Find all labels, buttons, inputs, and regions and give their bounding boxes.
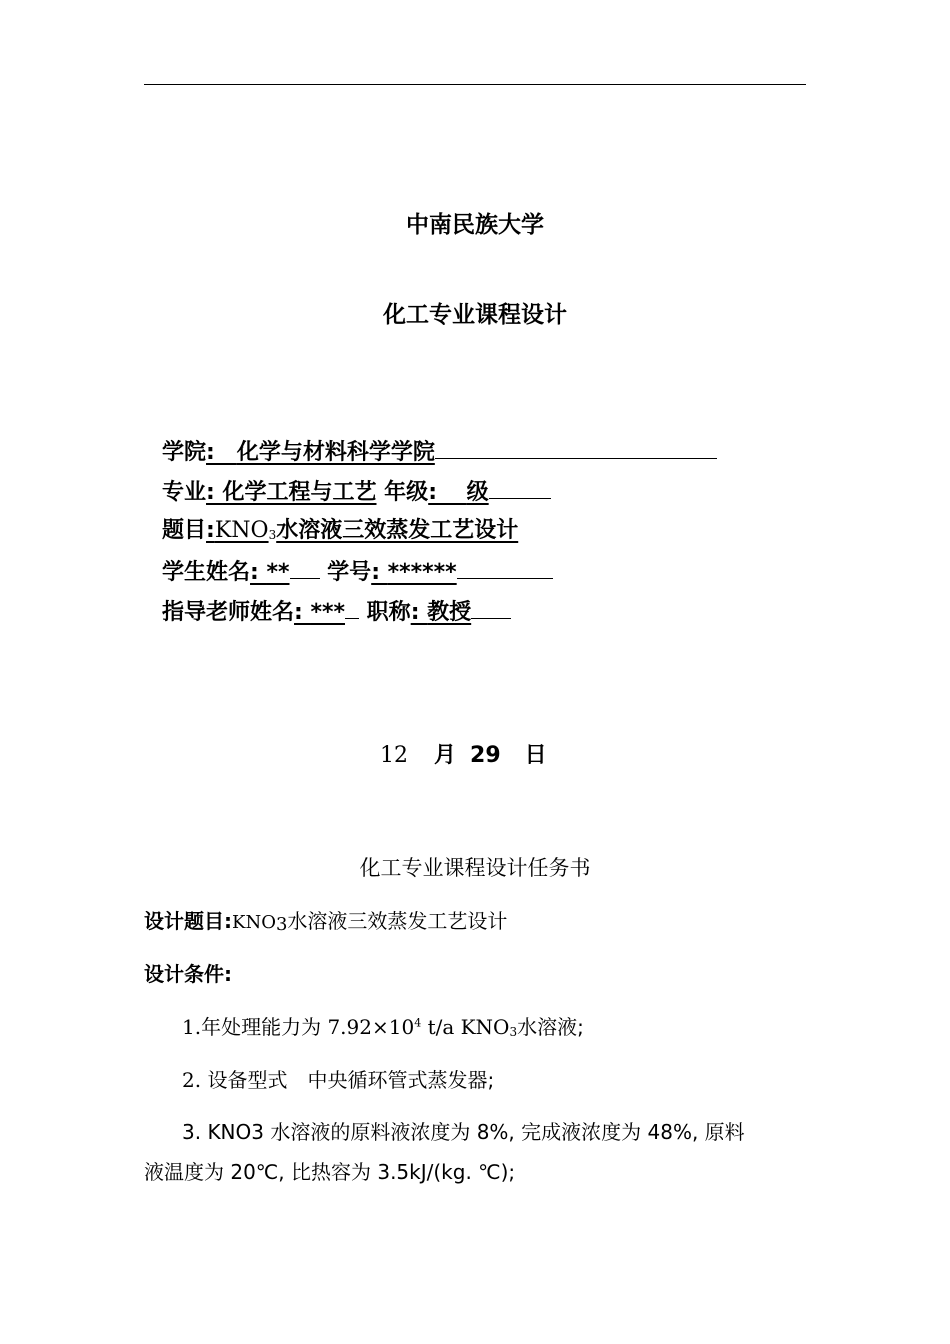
college-value: 化学与材料科学学院	[236, 440, 435, 465]
condition-item-1: 1.年处理能力为 $7.92\times 10^4$ t/a $KNO_3$水溶液;	[182, 1015, 584, 1039]
topic-formula: KNO	[214, 518, 269, 543]
advisor-value: ***	[310, 600, 345, 625]
date-month-number: 12	[380, 743, 408, 768]
id-label: 学号	[327, 560, 372, 585]
topic-label: 题目	[162, 518, 207, 543]
student-row: 学生姓名: ** 学号: ******	[162, 556, 553, 588]
grade-underline	[489, 476, 551, 499]
date-day: 日	[524, 743, 547, 768]
college-underline	[435, 436, 717, 459]
condition-item-3-line-2: 液温度为 20℃, 比热容为 3.5kJ/(kg. ℃);	[144, 1160, 516, 1184]
prof-title-value: 教授	[427, 600, 472, 625]
top-rule	[144, 84, 806, 85]
course-title: 化工专业课程设计	[383, 302, 567, 328]
college-label: 学院	[162, 440, 207, 465]
date-month: 月	[434, 743, 457, 768]
task-topic-formula: KNO	[232, 912, 276, 933]
major-label: 专业	[162, 480, 207, 505]
prof-title-label: 职称	[366, 600, 411, 625]
grade-label: 年级	[384, 480, 429, 505]
college-row: 学院: 化学与材料科学学院	[162, 436, 717, 468]
id-underline	[457, 556, 553, 579]
advisor-label: 指导老师姓名	[162, 600, 295, 625]
condition-item-2: 2. 设备型式 中央循环管式蒸发器;	[182, 1068, 495, 1092]
id-value: ******	[387, 560, 457, 585]
grade-value: 级	[466, 480, 489, 505]
task-heading: 化工专业课程设计任务书	[359, 856, 591, 880]
major-row: 专业: 化学工程与工艺 年级: 级	[162, 476, 551, 508]
student-label: 学生姓名	[162, 560, 251, 585]
task-topic-line: 设计题目$:KNO_3$水溶液三效蒸发工艺设计	[144, 909, 508, 935]
date-day-number: 29	[470, 743, 501, 768]
major-value: 化学工程与工艺	[222, 480, 377, 505]
topic-value: 水溶液三效蒸发工艺设计	[276, 518, 519, 543]
task-topic-value: 水溶液三效蒸发工艺设计	[287, 909, 508, 933]
topic-row: 题目$:KNO_3$水溶液三效蒸发工艺设计	[162, 518, 519, 543]
date-line	[380, 738, 547, 769]
condition-item-3-line-1: 3. KNO3 水溶液的原料液浓度为 8%, 完成液浓度为 48%, 原料	[182, 1120, 745, 1144]
university-name: 中南民族大学	[406, 212, 544, 238]
student-value: **	[266, 560, 290, 585]
prof-title-underline	[471, 596, 511, 619]
conditions-label: 设计条件:	[144, 962, 232, 986]
task-topic-label: 设计题目:	[144, 909, 232, 933]
advisor-row: 指导老师姓名: *** 职称: 教授	[162, 596, 511, 628]
